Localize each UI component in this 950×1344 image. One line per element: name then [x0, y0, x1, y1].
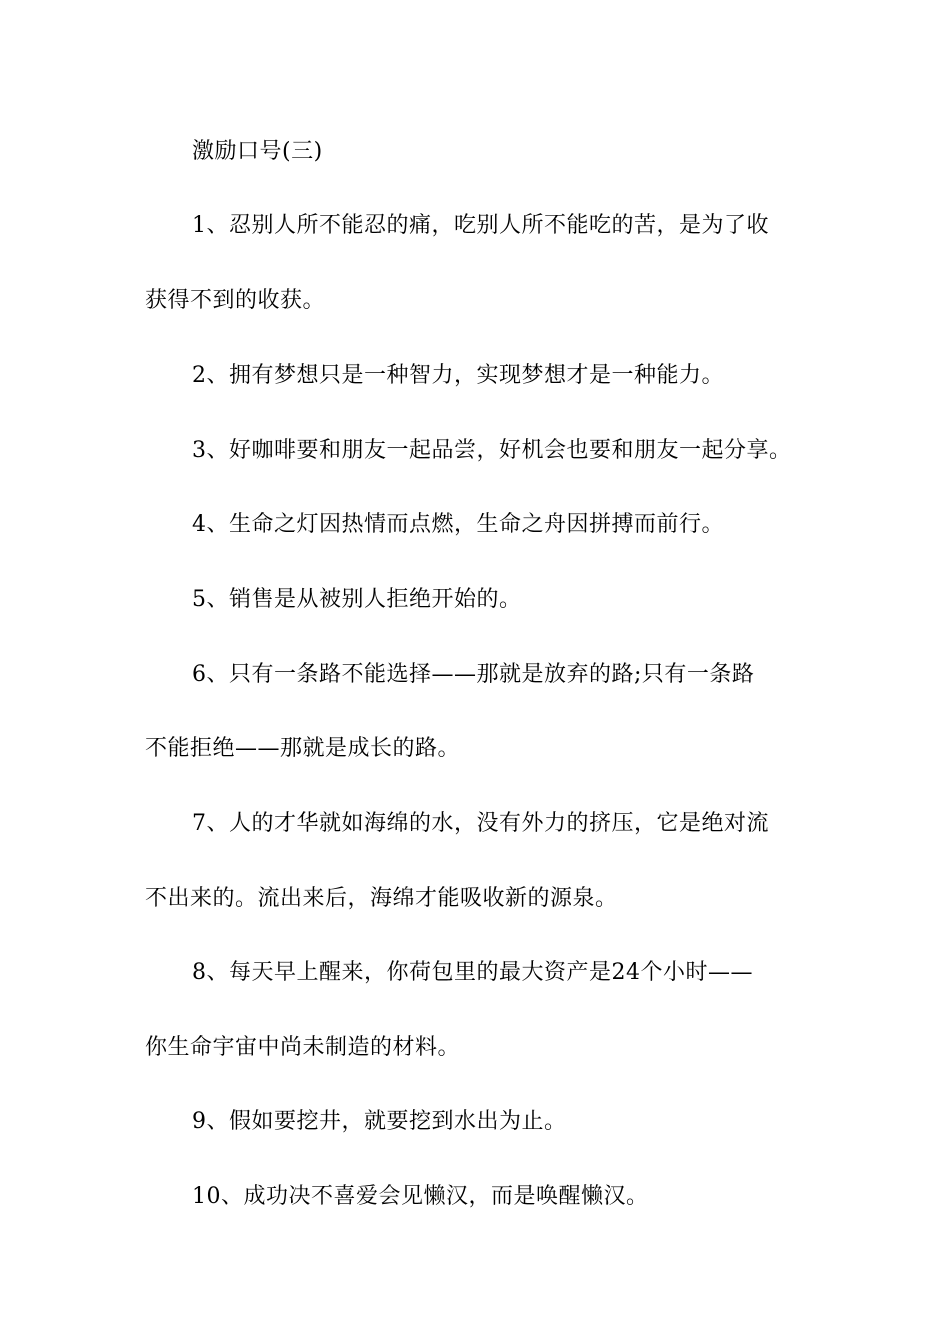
text-line: 10、成功决不喜爱会见懒汉，而是唤醒懒汉。: [192, 1184, 649, 1209]
text-line: 不出来的。流出来后，海绵才能吸收新的源泉。: [145, 886, 618, 911]
text-line: 获得不到的收获。: [145, 288, 326, 313]
text-line: 8、每天早上醒来，你荷包里的最大资产是24个小时——: [192, 960, 753, 985]
text-line: 不能拒绝——那就是成长的路。: [145, 736, 461, 761]
text-line: 3、好咖啡要和朋友一起品尝，好机会也要和朋友一起分享。: [192, 438, 792, 463]
text-line: 1、忍别人所不能忍的痛，吃别人所不能吃的苦，是为了收: [192, 213, 769, 238]
text-line: 6、只有一条路不能选择——那就是放弃的路;只有一条路: [192, 662, 755, 687]
text-line: 你生命宇宙中尚未制造的材料。: [145, 1035, 461, 1060]
text-line: 4、生命之灯因热情而点燃，生命之舟因拼搏而前行。: [192, 512, 724, 537]
text-line: 5、销售是从被别人拒绝开始的。: [192, 587, 522, 612]
text-line: 9、假如要挖井，就要挖到水出为止。: [192, 1109, 567, 1134]
text-line: 2、拥有梦想只是一种智力，实现梦想才是一种能力。: [192, 363, 724, 388]
text-line: 7、人的才华就如海绵的水，没有外力的挤压，它是绝对流: [192, 811, 769, 836]
document-title: 激励口号(三): [192, 139, 323, 164]
